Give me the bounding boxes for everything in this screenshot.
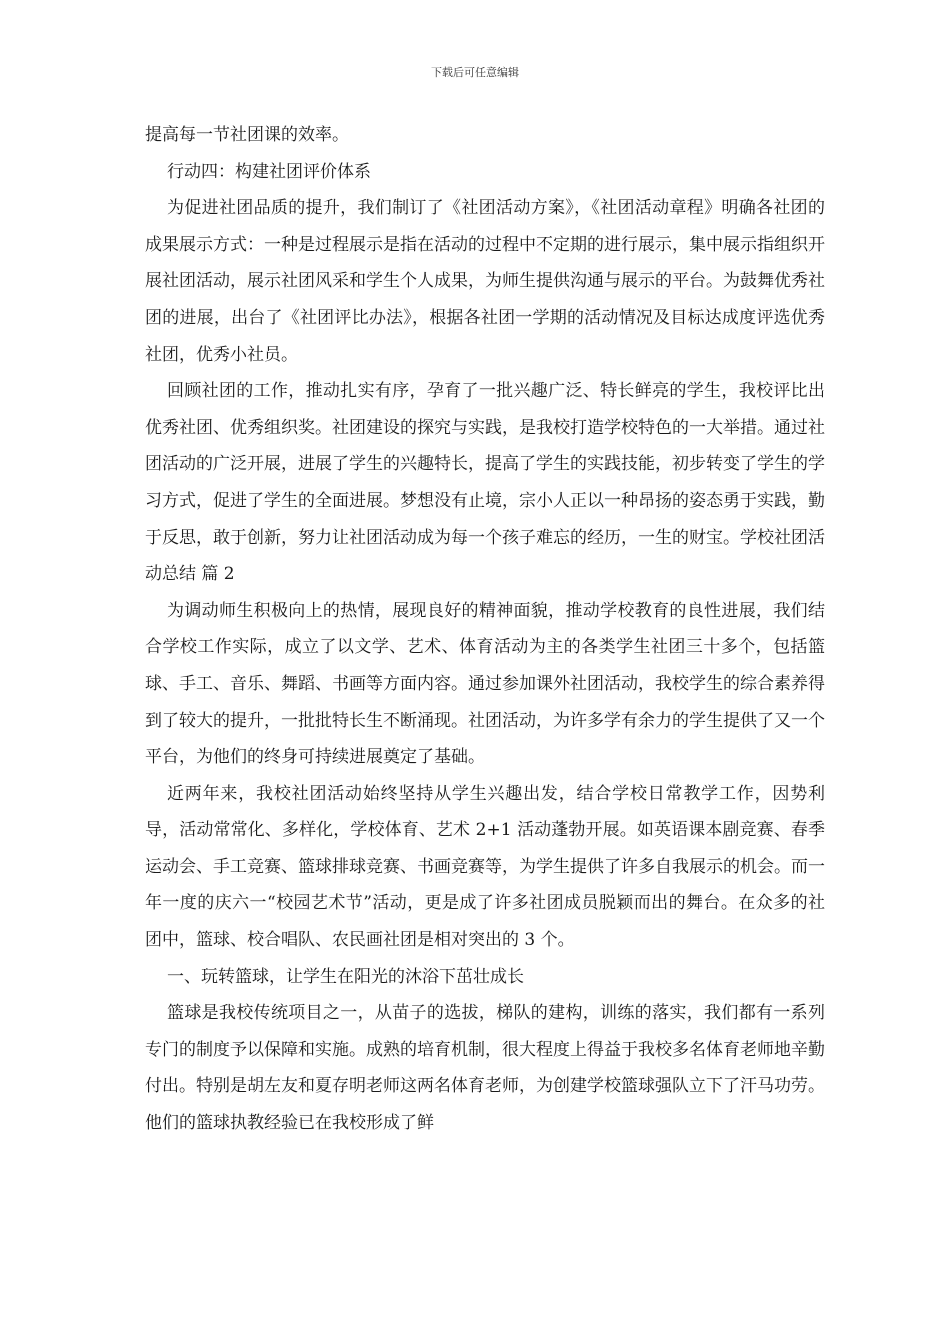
- section-heading-action-four: 行动四：构建社团评价体系: [167, 161, 371, 182]
- paragraph-review: 回顾社团的工作，推动扎实有序，孕育了一批兴趣广泛、特长鲜亮的学生，我校评比出优秀社团、优秀组织奖。社团建设的探究与实践，是我校打造学校特色的一大举措。通过社团活动的广泛开展，进展了学生的兴趣特长，提高了学生的实践技能，初步转变了学生的学习方式，促进了学生的全面进展。梦想没有止境，宗小人正以一种昂扬的姿态勇于实践，勤于反思，敢于创新，努力让社团活动成为每一个孩子难忘的经历，一生的财宝。学校社团活动总结 篇 2: [145, 381, 825, 585]
- paragraph-two-years: 近两年来，我校社团活动始终坚持从学生兴趣出发，结合学校日常教学工作，因势利导，活动常常化、多样化，学校体育、艺术 2+1 活动蓬勃开展。如英语课本剧竞赛、春季运动会、手工竞赛、篮球排球竞赛、书画竞赛等，为学生提供了许多自我展示的机会。而一年一度的庆六一“校园艺术节”活动，更是成了许多社团成员脱颖而出的舞台。在众多的社团中，篮球、校合唱队、农民画社团是相对突出的 3 个。: [145, 783, 825, 951]
- paragraph-basketball: 篮球是我校传统项目之一，从苗子的选拔，梯队的建构，训练的落实，我们都有一系列专门的制度予以保障和实施。成熟的培育机制，很大程度上得益于我校多名体育老师地辛勤付出。特别是胡左友和夏存明老师这两名体育老师，为创建学校篮球强队立下了汗马功劳。他们的篮球执教经验已在我校形成了鲜: [145, 1003, 825, 1134]
- paragraph-continuation: 提高每一节社团课的效率。: [145, 125, 349, 145]
- paragraph-evaluation-system: 为促进社团品质的提升，我们制订了《社团活动方案》，《社团活动章程》明确各社团的成果展示方式：一种是过程展示是指在活动的过程中不定期的进行展示，集中展示指组织开展社团活动，展示社团风采和学生个人成果，为师生提供沟通与展示的平台。为鼓舞优秀社团的进展，出台了《社团评比办法》，根据各社团一学期的活动情况及目标达成度评选优秀社团，优秀小社员。: [145, 198, 825, 365]
- paragraph-summary-two-intro: 为调动师生积极向上的热情，展现良好的精神面貌，推动学校教育的良性进展，我们结合学校工作实际，成立了以文学、艺术、体育活动为主的各类学生社团三十多个，包括篮球、手工、音乐、舞蹈、书画等方面内容。通过参加课外社团活动，我校学生的综合素养得到了较大的提升，一批批特长生不断涌现。社团活动，为许多学有余力的学生提供了又一个平台，为他们的终身可持续进展奠定了基础。: [145, 600, 825, 768]
- document-body: [145, 117, 825, 1142]
- page-header: 下载后可任意编辑: [431, 66, 519, 79]
- section-heading-basketball: 一、玩转篮球，让学生在阳光的沐浴下茁壮成长: [167, 966, 524, 987]
